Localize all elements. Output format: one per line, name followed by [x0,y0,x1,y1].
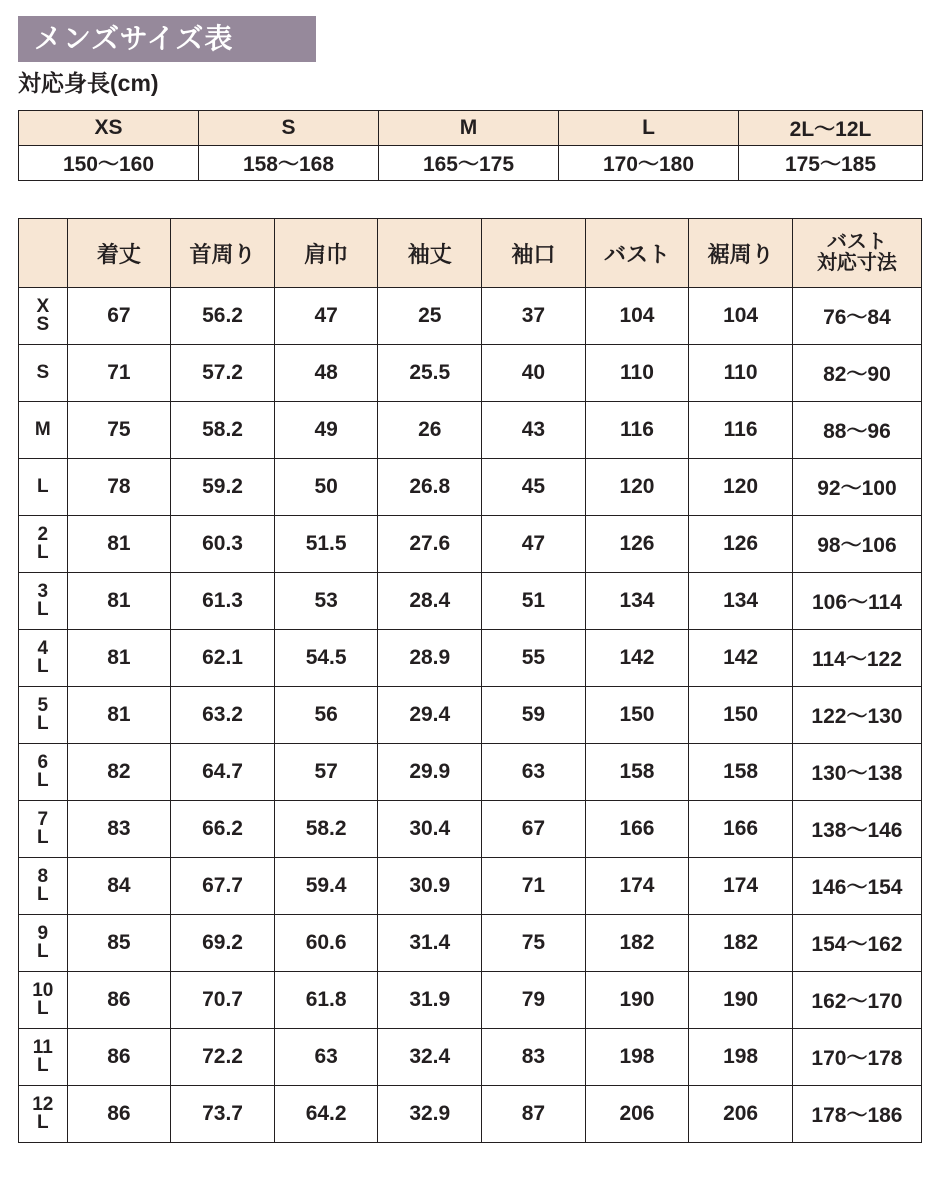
table-cell: 116 [585,402,689,459]
height-size-header: L [559,111,739,146]
table-cell: 30.9 [378,858,482,915]
table-cell: 82〜90 [792,345,921,402]
row-size-line: L [37,941,49,962]
table-cell: 86 [67,972,171,1029]
height-size-header: M [379,111,559,146]
table-row [19,972,922,1029]
table-cell: 150 [689,687,793,744]
table-cell: 48 [274,345,378,402]
table-row [19,288,922,345]
row-size-label [19,858,68,915]
row-size-label [19,573,68,630]
table-cell: 43 [482,402,586,459]
row-size-line: 7 [37,808,49,830]
table-row [19,1029,922,1086]
table-cell: 75 [482,915,586,972]
table-cell: 81 [67,687,171,744]
height-size-header: 2L〜12L [739,111,923,146]
table-cell: 37 [482,288,586,345]
table-cell: 47 [274,288,378,345]
header-line-2: 対応寸法 [816,252,897,274]
table-cell: 198 [689,1029,793,1086]
header-line-1: バスト [826,231,887,253]
row-size-line: 10 [32,979,54,1001]
table-cell: 26 [378,402,482,459]
measurement-column-header: 着丈 [67,219,171,288]
height-section-label: 対応身長(cm) [18,70,159,96]
table-cell: 122〜130 [792,687,921,744]
measurement-column-header: 裾周り [689,219,793,288]
table-row [19,915,922,972]
row-size-line: 2 [37,523,49,545]
table-cell: 154〜162 [792,915,921,972]
table-cell: 69.2 [171,915,275,972]
table-cell: 63.2 [171,687,275,744]
table-cell: 170〜178 [792,1029,921,1086]
table-cell: 206 [689,1086,793,1143]
row-size-line: 8 [37,865,49,887]
measurement-corner-cell [19,219,68,288]
table-cell: 106〜114 [792,573,921,630]
table-cell: 32.9 [378,1086,482,1143]
measurement-column-header: 袖口 [482,219,586,288]
height-range-value: 158〜168 [199,146,379,181]
table-cell: 198 [585,1029,689,1086]
height-table-value-row [19,146,923,181]
row-size-label [19,402,68,459]
page-title: メンズサイズ表 [34,23,234,54]
table-cell: 59.4 [274,858,378,915]
row-size-line: S [36,361,50,383]
measurement-header-row [19,219,922,288]
table-row [19,630,922,687]
table-cell: 53 [274,573,378,630]
table-cell: 45 [482,459,586,516]
row-size-label [19,345,68,402]
table-row [19,402,922,459]
table-cell: 81 [67,630,171,687]
table-cell: 174 [585,858,689,915]
table-cell: 29.9 [378,744,482,801]
table-cell: 49 [274,402,378,459]
table-cell: 104 [585,288,689,345]
table-cell: 81 [67,573,171,630]
table-cell: 76〜84 [792,288,921,345]
row-size-line: L [37,475,49,497]
table-cell: 61.8 [274,972,378,1029]
table-cell: 79 [482,972,586,1029]
row-size-line: L [37,770,49,791]
table-cell: 60.3 [171,516,275,573]
table-cell: 56 [274,687,378,744]
table-cell: 88〜96 [792,402,921,459]
table-cell: 87 [482,1086,586,1143]
table-cell: 57 [274,744,378,801]
table-cell: 60.6 [274,915,378,972]
table-cell: 130〜138 [792,744,921,801]
table-cell: 30.4 [378,801,482,858]
table-cell: 67 [482,801,586,858]
table-cell: 83 [482,1029,586,1086]
table-cell: 83 [67,801,171,858]
table-cell: 56.2 [171,288,275,345]
table-row [19,744,922,801]
table-cell: 81 [67,516,171,573]
row-size-label [19,1086,68,1143]
row-size-label [19,744,68,801]
table-cell: 63 [482,744,586,801]
measurement-table [18,218,922,1143]
table-cell: 126 [689,516,793,573]
table-cell: 82 [67,744,171,801]
table-row [19,687,922,744]
table-cell: 73.7 [171,1086,275,1143]
table-cell: 61.3 [171,573,275,630]
table-cell: 120 [689,459,793,516]
table-cell: 72.2 [171,1029,275,1086]
table-cell: 178〜186 [792,1086,921,1143]
table-cell: 134 [585,573,689,630]
table-cell: 25 [378,288,482,345]
table-cell: 114〜122 [792,630,921,687]
row-size-line: 4 [37,637,49,659]
measurement-column-header: 袖丈 [378,219,482,288]
table-row [19,345,922,402]
table-row [19,573,922,630]
table-cell: 116 [689,402,793,459]
table-cell: 70.7 [171,972,275,1029]
table-cell: 134 [689,573,793,630]
height-table-header-row [19,111,923,146]
table-cell: 98〜106 [792,516,921,573]
table-cell: 67 [67,288,171,345]
height-range-value: 175〜185 [739,146,923,181]
table-cell: 54.5 [274,630,378,687]
table-cell: 84 [67,858,171,915]
table-cell: 92〜100 [792,459,921,516]
row-size-label [19,915,68,972]
height-size-header: XS [19,111,199,146]
table-cell: 146〜154 [792,858,921,915]
table-cell: 182 [585,915,689,972]
table-cell: 206 [585,1086,689,1143]
measurement-column-header: バスト [585,219,689,288]
height-range-value: 165〜175 [379,146,559,181]
row-size-line: L [37,599,49,620]
table-cell: 31.4 [378,915,482,972]
table-cell: 150 [585,687,689,744]
measurement-column-header-bust-range [792,219,921,288]
height-table [18,110,923,181]
table-cell: 50 [274,459,378,516]
row-size-line: 11 [32,1036,53,1058]
table-cell: 85 [67,915,171,972]
row-size-line: L [37,1112,49,1133]
table-cell: 158 [585,744,689,801]
row-size-label [19,687,68,744]
row-size-line: L [37,656,49,677]
table-cell: 162〜170 [792,972,921,1029]
row-size-label [19,630,68,687]
table-row [19,858,922,915]
table-cell: 158 [689,744,793,801]
table-cell: 174 [689,858,793,915]
table-cell: 32.4 [378,1029,482,1086]
row-size-label [19,801,68,858]
table-cell: 182 [689,915,793,972]
table-row [19,1086,922,1143]
table-cell: 27.6 [378,516,482,573]
row-size-label [19,516,68,573]
table-row [19,459,922,516]
row-size-line: L [37,1055,49,1076]
row-size-line: X [36,295,50,317]
table-cell: 64.2 [274,1086,378,1143]
page-title-banner [18,16,316,62]
row-size-line: L [37,998,49,1019]
table-cell: 47 [482,516,586,573]
row-size-label [19,1029,68,1086]
row-size-line: 12 [32,1093,54,1115]
row-size-line: L [37,713,49,734]
table-cell: 75 [67,402,171,459]
table-cell: 63 [274,1029,378,1086]
measurement-column-header: 首周り [171,219,275,288]
row-size-line: 9 [37,922,49,944]
table-cell: 142 [689,630,793,687]
table-cell: 78 [67,459,171,516]
table-row [19,516,922,573]
row-size-line: 3 [37,580,49,602]
table-cell: 166 [689,801,793,858]
table-cell: 28.9 [378,630,482,687]
table-cell: 40 [482,345,586,402]
row-size-line: 6 [37,751,49,773]
table-cell: 138〜146 [792,801,921,858]
row-size-label [19,459,68,516]
row-size-line: S [36,314,50,335]
table-cell: 51.5 [274,516,378,573]
row-size-label [19,288,68,345]
table-cell: 86 [67,1086,171,1143]
table-cell: 58.2 [274,801,378,858]
table-cell: 86 [67,1029,171,1086]
table-cell: 104 [689,288,793,345]
table-cell: 51 [482,573,586,630]
table-cell: 67.7 [171,858,275,915]
measurement-column-header: 肩巾 [274,219,378,288]
table-cell: 59 [482,687,586,744]
row-size-line: L [37,827,49,848]
table-cell: 26.8 [378,459,482,516]
table-cell: 142 [585,630,689,687]
height-size-header: S [199,111,379,146]
row-size-line: L [37,542,49,563]
table-cell: 166 [585,801,689,858]
table-cell: 120 [585,459,689,516]
table-cell: 66.2 [171,801,275,858]
row-size-label [19,972,68,1029]
row-size-line: L [37,884,49,905]
table-cell: 25.5 [378,345,482,402]
row-size-line: M [34,418,51,440]
table-cell: 71 [482,858,586,915]
table-row [19,801,922,858]
table-cell: 59.2 [171,459,275,516]
table-cell: 29.4 [378,687,482,744]
table-cell: 71 [67,345,171,402]
height-range-value: 170〜180 [559,146,739,181]
table-cell: 190 [585,972,689,1029]
table-cell: 31.9 [378,972,482,1029]
table-cell: 126 [585,516,689,573]
table-cell: 62.1 [171,630,275,687]
height-range-value: 150〜160 [19,146,199,181]
table-cell: 190 [689,972,793,1029]
table-cell: 58.2 [171,402,275,459]
table-cell: 55 [482,630,586,687]
table-cell: 64.7 [171,744,275,801]
table-cell: 110 [689,345,793,402]
table-cell: 28.4 [378,573,482,630]
table-cell: 110 [585,345,689,402]
table-cell: 57.2 [171,345,275,402]
row-size-line: 5 [37,694,49,716]
